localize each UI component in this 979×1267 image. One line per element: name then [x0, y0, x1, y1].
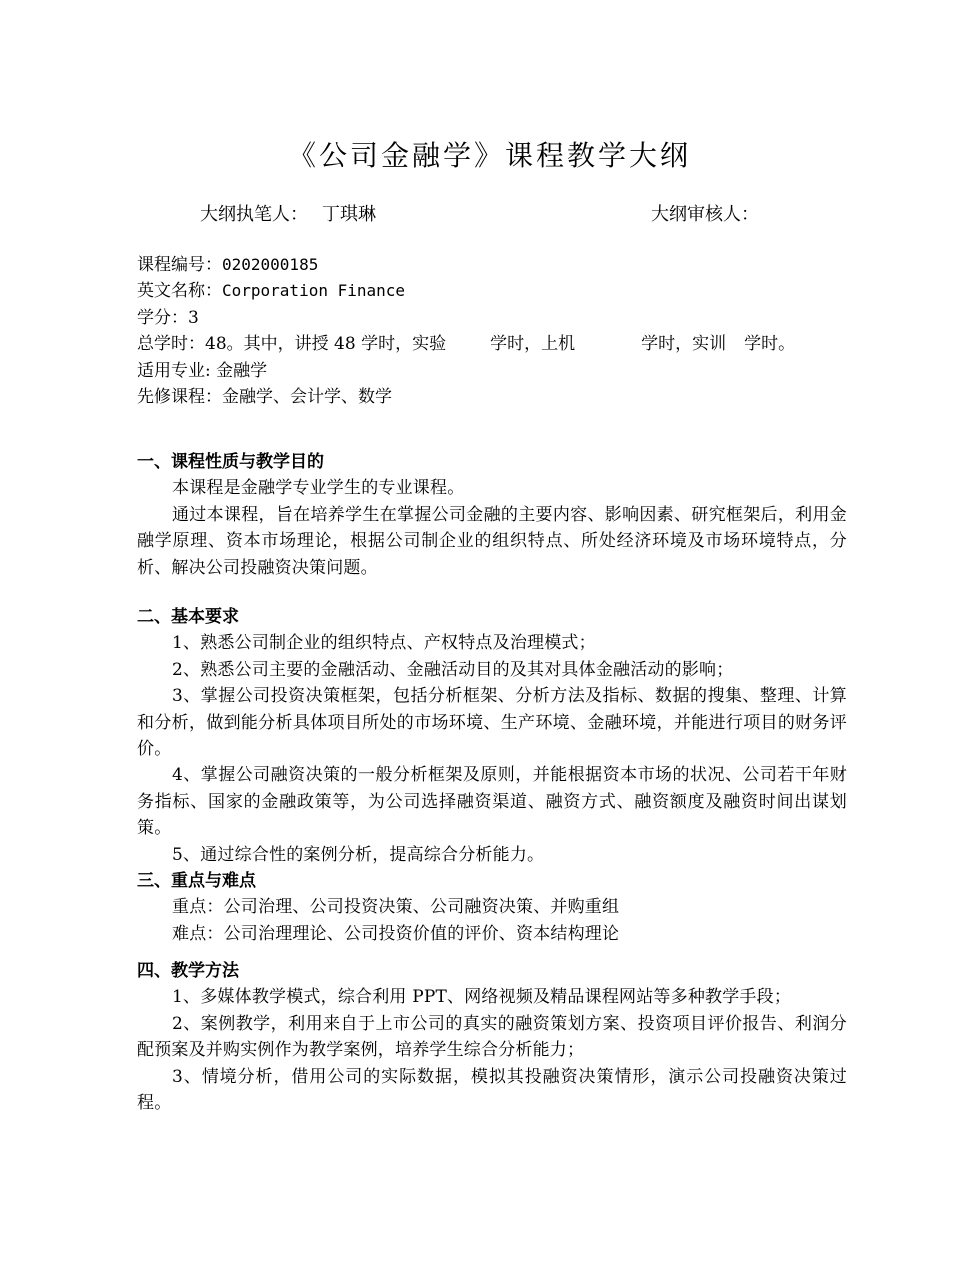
section-key-points: [137, 868, 847, 947]
section-basic-requirements: [137, 604, 847, 868]
writer-name: 丁琪琳: [322, 204, 376, 225]
section-heading: 一、课程性质与教学目的: [137, 452, 324, 472]
credits: 学分：3: [137, 307, 199, 328]
course-hours: 总学时：48。其中，讲授 48 学时，实验 学时，上机 学时，实训 学时。: [137, 334, 796, 355]
section-course-nature: [137, 449, 847, 581]
authors-line: [0, 200, 979, 230]
paragraph: 本课程是金融学专业学生的专业课程。: [172, 478, 465, 499]
paragraph: 3、情境分析，借用公司的实际数据，模拟其投融资决策情形，演示公司投融资决策过程。: [137, 1066, 847, 1114]
paragraph: 5、通过综合性的案例分析，提高综合分析能力。: [172, 844, 545, 865]
writer: [200, 200, 376, 230]
section-heading: 四、教学方法: [137, 961, 239, 981]
paragraph: 3、掌握公司投资决策框架，包括分析框架、分析方法及指标、数据的搜集、整理、计算和分析，做到能分析具体项目所处的市场环境、生产环境、金融环境，并能进行项目的财务评价。: [137, 686, 847, 760]
paragraph: 重点：公司治理、公司投资决策、公司融资决策、并购重组: [172, 897, 620, 918]
section-heading: 三、重点与难点: [137, 871, 256, 891]
paragraph: 1、多媒体教学模式，综合利用 PPT、网络视频及精品课程网站等多种教学手段；: [172, 987, 792, 1008]
section-teaching-methods: [137, 958, 847, 1116]
document-title: 《公司金融学》课程教学大纲: [287, 139, 691, 172]
writer-label: 大纲执笔人：: [200, 204, 308, 225]
paragraph: 难点：公司治理理论、公司投资价值的评价、资本结构理论: [172, 923, 620, 944]
english-name: 英文名称：Corporation Finance: [137, 281, 406, 302]
applicable-major: 适用专业: 金融学: [137, 360, 268, 381]
course-info: [137, 252, 857, 410]
paragraph: 1、熟悉公司制企业的组织特点、产权特点及治理模式；: [172, 633, 596, 654]
paragraph: 2、熟悉公司主要的金融活动、金融活动目的及其对具体金融活动的影响；: [172, 659, 734, 680]
reviewer-label: 大纲审核人：: [651, 204, 759, 225]
course-code: 课程编号：0202000185: [137, 255, 319, 275]
paragraph: 通过本课程，旨在培养学生在掌握公司金融的主要内容、影响因素、研究框架后，利用金融学原理、资本市场理论，根据公司制企业的组织特点、所处经济环境及市场环境特点，分析、解决公司投融资决策问题。: [137, 504, 847, 578]
paragraph: 2、案例教学，利用来自于上市公司的真实的融资策划方案、投资项目评价报告、利润分配预案及并购实例作为教学案例，培养学生综合分析能力；: [137, 1013, 847, 1061]
paragraph: 4、掌握公司融资决策的一般分析框架及原则，并能根据资本市场的状况、公司若干年财务指标、国家的金融政策等，为公司选择融资渠道、融资方式、融资额度及融资时间出谋划策。: [137, 765, 847, 839]
prerequisites: 先修课程：金融学、会计学、数学: [137, 387, 392, 408]
section-heading: 二、基本要求: [137, 607, 239, 627]
